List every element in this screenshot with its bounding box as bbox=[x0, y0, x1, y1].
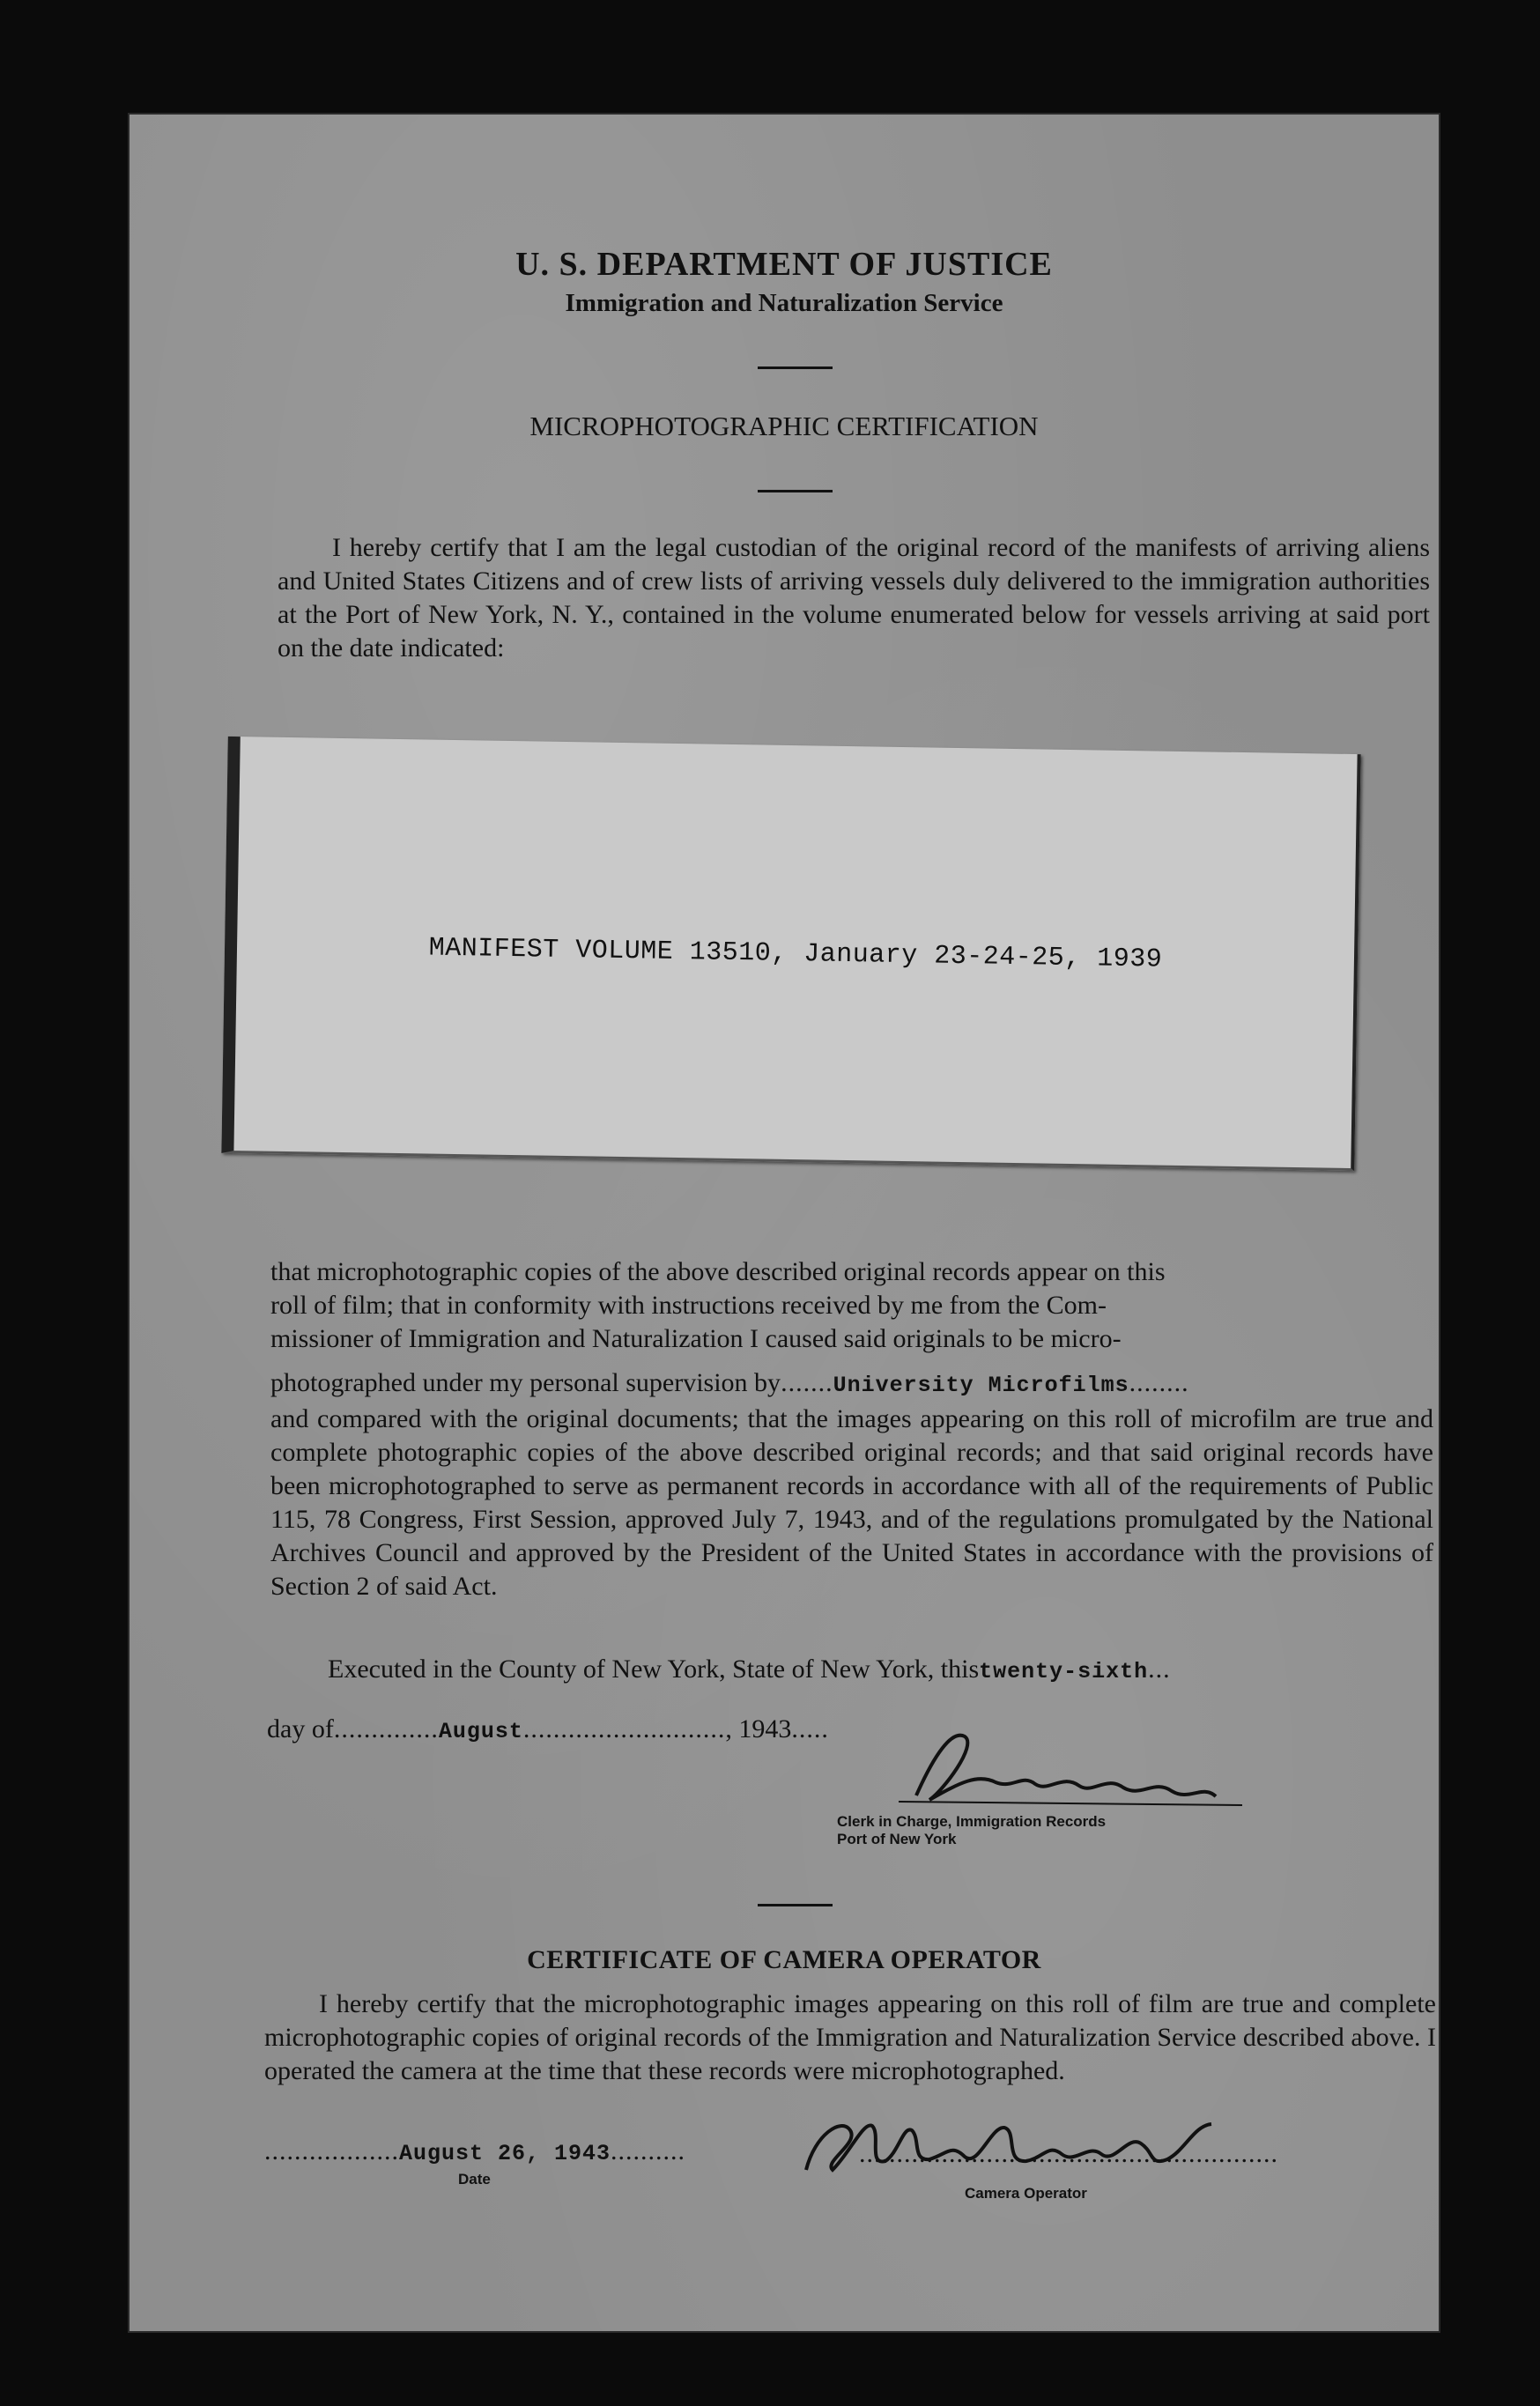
body-line: that microphotographic copies of the above described original records appear on this bbox=[270, 1257, 1166, 1286]
manifest-card bbox=[221, 737, 1360, 1171]
execution-day: twenty-sixth bbox=[979, 1659, 1149, 1684]
execution-line: Executed in the County of New York, State of New York, thistwenty-sixth... bbox=[328, 1655, 1171, 1684]
body-line: missioner of Immigration and Naturalization I caused said originals to be micro- bbox=[270, 1324, 1122, 1353]
divider-rule bbox=[758, 366, 833, 369]
clerk-signature bbox=[881, 1721, 1251, 1817]
date-label: Date bbox=[458, 2171, 491, 2188]
certification-body bbox=[270, 1255, 1433, 1603]
execution-month: August bbox=[438, 1719, 523, 1744]
camera-operator-dots: ........................................................ bbox=[859, 2139, 1278, 2168]
manifest-volume-text: MANIFEST VOLUME 13510, January 23-24-25, 1939 bbox=[428, 933, 1163, 975]
clerk-office-line: Port of New York bbox=[837, 1831, 957, 1847]
clerk-title bbox=[837, 1813, 1106, 1848]
body-rest: and compared with the original documents; that the images appearing on this roll of microfilm are true and complete photographic copies of the above described original records; and that said original records have been microphotographed to serve as permanent records in accordance with all of the requirements of Public 115, 78 Congress, First Session, approved July 7, 1943, and of the regulations promulgated by the National Archives Council and approved by the President of the United States in accordance with the provisions of Section 2 of said Act. bbox=[270, 1404, 1433, 1601]
camera-operator-heading: CERTIFICATE OF CAMERA OPERATOR bbox=[527, 1945, 1041, 1974]
certification-title: MICROPHOTOGRAPHIC CERTIFICATION bbox=[529, 411, 1039, 441]
clerk-title-line: Clerk in Charge, Immigration Records bbox=[837, 1813, 1107, 1830]
month-line: day of..............August..........................., 1943..... bbox=[267, 1714, 829, 1744]
department-heading: U. S. DEPARTMENT OF JUSTICE bbox=[515, 246, 1053, 283]
supervision-prefix: photographed under my personal supervision by bbox=[270, 1368, 781, 1397]
operator-date: August 26, 1943 bbox=[399, 2141, 611, 2166]
supervisor-name: University Microfilms bbox=[833, 1373, 1129, 1398]
date-line: ..................August 26, 1943.......... bbox=[264, 2136, 686, 2166]
camera-operator-paragraph: I hereby certify that the microphotographic images appearing on this roll of film are true and complete microphotographic copies of original records of the Immigration and Naturalization Service described above. I operated the camera at the time that these records were microphotographed. bbox=[264, 1989, 1436, 2085]
supervision-line: photographed under my personal supervision by.......University Microfilms........ bbox=[270, 1368, 1189, 1398]
camera-operator-signature bbox=[780, 2108, 1273, 2188]
execution-text: Executed in the County of New York, State of New York, this bbox=[328, 1655, 980, 1684]
camera-operator-label: Camera Operator bbox=[965, 2185, 1087, 2202]
body-line: roll of film; that in conformity with instructions received by me from the Com- bbox=[270, 1291, 1107, 1320]
certificate-page bbox=[128, 113, 1440, 2333]
execution-year: , 1943 bbox=[725, 1714, 792, 1743]
divider-rule bbox=[758, 1904, 833, 1906]
intro-paragraph: I hereby certify that I am the legal custodian of the original record of the manifests of arriving aliens and United States Citizens and of crew lists of arriving vessels duly delivered to the immigration authorities at the Port of New York, N. Y., contained in the volume enumerated below for vessels arriving at said port on the date indicated: bbox=[278, 533, 1430, 663]
divider-rule bbox=[758, 490, 833, 492]
service-subheading: Immigration and Naturalization Service bbox=[565, 289, 1003, 317]
day-of-label: day of bbox=[267, 1714, 334, 1743]
